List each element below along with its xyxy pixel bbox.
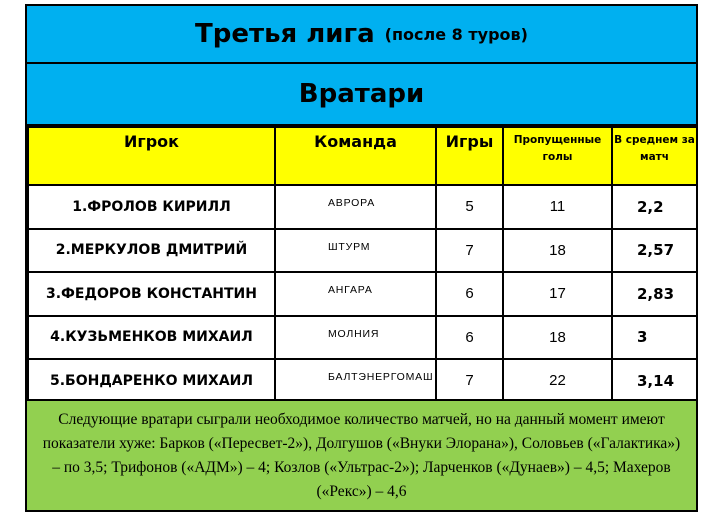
conceded-count: 18 — [503, 229, 612, 273]
conceded-count: 11 — [503, 185, 612, 229]
team-name: БАЛТЭНЕРГОМАШ — [275, 359, 436, 403]
table-row — [28, 229, 697, 273]
team-name: АНГАРА — [275, 272, 436, 316]
column-header-games: Игры — [436, 127, 503, 185]
column-header-player: Игрок — [28, 127, 275, 185]
page-subtitle: (после 8 туров) — [384, 24, 528, 44]
goalkeepers-table — [27, 126, 698, 404]
conceded-count: 18 — [503, 316, 612, 360]
player-name: 3.ФЕДОРОВ КОНСТАНТИН — [28, 272, 275, 316]
table-row — [28, 272, 697, 316]
games-count: 5 — [436, 185, 503, 229]
games-count: 7 — [436, 229, 503, 273]
footnote: Следующие вратари сыграли необходимое количество матчей, но на данный момент имеют показатели хуже: Барков («Пересвет-2»), Долгушов («Внуки Элорана»), Соловьев («Галактика») – по 3,5; Трифонов («АДМ») – 4; Козлов («Ультрас-2»); Ларченков («Дунаев») – 4,5; Махеров («Рекс») – 4,6 — [27, 399, 696, 510]
team-name: АВРОРА — [275, 185, 436, 229]
page-title: Третья лига — [195, 19, 375, 49]
standings-frame — [25, 4, 698, 512]
average-value: 2,2 — [612, 185, 697, 229]
player-name: 4.КУЗЬМЕНКОВ МИХАИЛ — [28, 316, 275, 360]
column-header-team: Команда — [275, 127, 436, 185]
player-name: 2.МЕРКУЛОВ ДМИТРИЙ — [28, 229, 275, 273]
conceded-count: 17 — [503, 272, 612, 316]
games-count: 7 — [436, 359, 503, 403]
team-name: МОЛНИЯ — [275, 316, 436, 360]
player-name: 5.БОНДАРЕНКО МИХАИЛ — [28, 359, 275, 403]
games-count: 6 — [436, 316, 503, 360]
table-header-row — [28, 127, 697, 185]
player-name: 1.ФРОЛОВ КИРИЛЛ — [28, 185, 275, 229]
team-name: ШТУРМ — [275, 229, 436, 273]
average-value: 3,14 — [612, 359, 697, 403]
column-header-conceded: Пропущенные голы — [503, 127, 612, 185]
title-banner — [27, 6, 696, 64]
column-header-average: В среднем за матч — [612, 127, 697, 185]
conceded-count: 22 — [503, 359, 612, 403]
average-value: 2,57 — [612, 229, 697, 273]
section-banner — [27, 64, 696, 126]
section-title: Вратари — [298, 79, 425, 109]
games-count: 6 — [436, 272, 503, 316]
average-value: 2,83 — [612, 272, 697, 316]
table-row — [28, 359, 697, 403]
table-row — [28, 185, 697, 229]
average-value: 3 — [612, 316, 697, 360]
table-row — [28, 316, 697, 360]
